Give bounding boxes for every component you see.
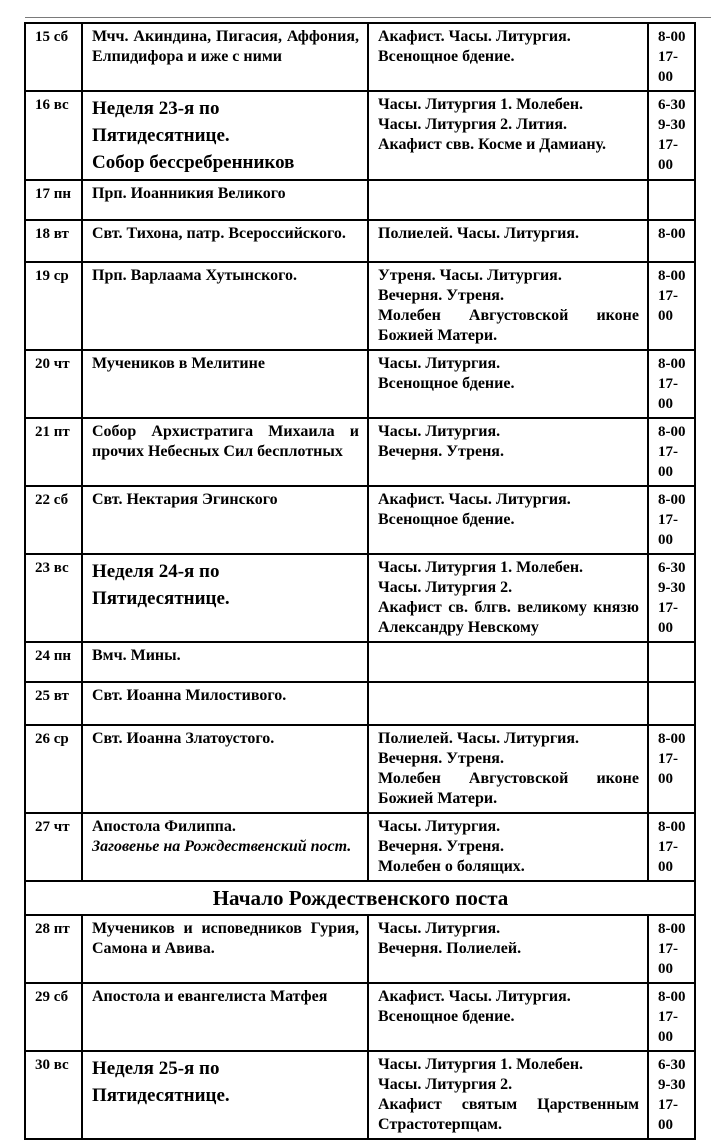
service-line: Полиелей. Часы. Литургия.	[378, 730, 579, 747]
time-line: 6-30	[658, 560, 686, 576]
service-line: Вечерня. Утреня.	[378, 443, 504, 460]
feast-cell	[82, 725, 368, 813]
time-line: 8-00	[658, 492, 686, 508]
service-line: Александру Невскому	[378, 619, 539, 636]
date-cell: 30 вс	[25, 1051, 82, 1139]
times-cell	[648, 418, 695, 486]
service-line: Часы. Литургия 2.	[378, 579, 513, 596]
feast-line: Свт. Нектария Эгинского	[92, 491, 278, 508]
date-cell: 28 пт	[25, 915, 82, 983]
service-line: Всенощное бдение.	[378, 1008, 515, 1025]
time-line: 17-00	[658, 751, 678, 787]
service-line: Полиелей. Часы. Литургия.	[378, 225, 579, 242]
section-row	[25, 881, 695, 915]
feast-cell	[82, 486, 368, 554]
feast-line: Апостола Филиппа.	[92, 818, 236, 835]
service-line: Молебен Августовской иконе	[378, 770, 639, 787]
date-cell: 24 пн	[25, 642, 82, 682]
times-cell	[648, 350, 695, 418]
feast-cell	[82, 1051, 368, 1139]
feast-line: Заговенье на Рождественский пост.	[92, 838, 352, 855]
table-row	[25, 23, 695, 91]
time-line: 17-00	[658, 1009, 678, 1045]
services-cell	[368, 813, 648, 881]
times-cell	[648, 1051, 695, 1139]
time-line: 8-00	[658, 356, 686, 372]
table-row	[25, 486, 695, 554]
service-line: Вечерня. Утреня.	[378, 750, 504, 767]
feast-line: Свт. Иоанна Милостивого.	[92, 687, 287, 704]
time-line: 17-00	[658, 1097, 678, 1133]
service-line: Вечерня. Полиелей.	[378, 940, 522, 957]
feast-line: Неделя 24-я по Пятидесятнице.	[92, 561, 230, 609]
feast-cell	[82, 23, 368, 91]
time-line: 9-30	[658, 1077, 686, 1093]
services-cell	[368, 915, 648, 983]
time-line: 9-30	[658, 580, 686, 596]
service-line: Часы. Литургия 2. Лития.	[378, 116, 568, 133]
table-row	[25, 262, 695, 350]
service-line: Вечерня. Утреня.	[378, 287, 504, 304]
times-cell	[648, 554, 695, 642]
table-row	[25, 642, 695, 682]
feast-cell	[82, 180, 368, 220]
table-row	[25, 554, 695, 642]
feast-line: Мучеников в Мелитине	[92, 355, 265, 372]
date-cell: 21 пт	[25, 418, 82, 486]
service-line: Всенощное бдение.	[378, 511, 515, 528]
service-line: Часы. Литургия 1. Молебен.	[378, 559, 584, 576]
table-row	[25, 1051, 695, 1139]
service-line: Часы. Литургия 2.	[378, 1076, 513, 1093]
feast-cell	[82, 350, 368, 418]
feast-cell	[82, 418, 368, 486]
table-row	[25, 813, 695, 881]
service-line: Часы. Литургия.	[378, 423, 501, 440]
times-cell	[648, 486, 695, 554]
service-line: Божией Матери.	[378, 327, 498, 344]
time-line: 17-00	[658, 376, 678, 412]
service-line: Всенощное бдение.	[378, 48, 515, 65]
services-cell	[368, 554, 648, 642]
table-row	[25, 725, 695, 813]
date-cell: 15 сб	[25, 23, 82, 91]
time-line: 6-30	[658, 97, 686, 113]
time-line: 17-00	[658, 839, 678, 875]
times-cell	[648, 180, 695, 220]
times-cell	[648, 915, 695, 983]
table-row	[25, 915, 695, 983]
table-row	[25, 180, 695, 220]
services-cell	[368, 1051, 648, 1139]
time-line: 8-00	[658, 989, 686, 1005]
service-line: Вечерня. Утреня.	[378, 838, 504, 855]
time-line: 17-00	[658, 49, 678, 85]
service-line: Всенощное бдение.	[378, 375, 515, 392]
times-cell	[648, 983, 695, 1051]
services-cell	[368, 486, 648, 554]
date-cell: 16 вс	[25, 91, 82, 180]
schedule-body	[25, 23, 695, 1139]
time-line: 17-00	[658, 288, 678, 324]
services-cell	[368, 983, 648, 1051]
table-row	[25, 350, 695, 418]
feast-cell	[82, 91, 368, 180]
feast-cell	[82, 220, 368, 262]
services-cell	[368, 725, 648, 813]
feast-cell	[82, 915, 368, 983]
feast-line: Свт. Тихона, патр. Всероссийского.	[92, 225, 346, 242]
date-cell: 26 ср	[25, 725, 82, 813]
service-line: Часы. Литургия 1. Молебен.	[378, 1056, 584, 1073]
times-cell	[648, 725, 695, 813]
feast-line: Мучеников и исповедников Гурия,	[92, 920, 359, 937]
time-line: 8-00	[658, 731, 686, 747]
services-cell	[368, 642, 648, 682]
feast-cell	[82, 983, 368, 1051]
time-line: 17-00	[658, 512, 678, 548]
date-cell: 19 ср	[25, 262, 82, 350]
table-row	[25, 220, 695, 262]
table-row	[25, 91, 695, 180]
service-line: Часы. Литургия 1. Молебен.	[378, 96, 584, 113]
service-line: Акафист святым Царственным	[378, 1096, 639, 1113]
times-cell	[648, 220, 695, 262]
service-line: Акафист. Часы. Литургия.	[378, 491, 571, 508]
time-line: 9-30	[658, 117, 686, 133]
table-row	[25, 418, 695, 486]
date-cell: 18 вт	[25, 220, 82, 262]
time-line: 17-00	[658, 941, 678, 977]
service-line: Акафист. Часы. Литургия.	[378, 28, 571, 45]
table-row	[25, 682, 695, 725]
feast-cell	[82, 262, 368, 350]
times-cell	[648, 91, 695, 180]
time-line: 6-30	[658, 1057, 686, 1073]
times-cell	[648, 682, 695, 725]
feast-line: Свт. Иоанна Златоустого.	[92, 730, 275, 747]
service-line: Акафист св. блгв. великому князю	[378, 599, 639, 616]
service-line: Страстотерпцам.	[378, 1116, 503, 1133]
date-cell: 25 вт	[25, 682, 82, 725]
date-cell: 22 сб	[25, 486, 82, 554]
date-cell: 17 пн	[25, 180, 82, 220]
page-top-rule	[25, 17, 711, 18]
service-line: Утреня. Часы. Литургия.	[378, 267, 562, 284]
times-cell	[648, 642, 695, 682]
feast-line: Елпидифора и иже с ними	[92, 48, 282, 65]
services-cell	[368, 418, 648, 486]
feast-line: Неделя 25-я по Пятидесятнице.	[92, 1058, 230, 1106]
services-cell	[368, 180, 648, 220]
feast-line: Вмч. Мины.	[92, 647, 181, 664]
date-cell: 23 вс	[25, 554, 82, 642]
services-cell	[368, 23, 648, 91]
time-line: 17-00	[658, 600, 678, 636]
date-cell: 27 чт	[25, 813, 82, 881]
service-line: Молебен о болящих.	[378, 858, 525, 875]
feast-cell	[82, 813, 368, 881]
service-line: Часы. Литургия.	[378, 818, 501, 835]
service-line: Акафист. Часы. Литургия.	[378, 988, 571, 1005]
times-cell	[648, 23, 695, 91]
times-cell	[648, 262, 695, 350]
feast-line: Собор бессребренников	[92, 152, 295, 173]
feast-line: прочих Небесных Сил бесплотных	[92, 443, 343, 460]
feast-line: Прп. Иоанникия Великого	[92, 185, 286, 202]
services-cell	[368, 682, 648, 725]
section-header: Начало Рождественского поста	[25, 881, 695, 915]
services-cell	[368, 91, 648, 180]
time-line: 8-00	[658, 819, 686, 835]
feast-line: Апостола и евангелиста Матфея	[92, 988, 328, 1005]
date-cell: 29 сб	[25, 983, 82, 1051]
table-row	[25, 983, 695, 1051]
times-cell	[648, 813, 695, 881]
time-line: 8-00	[658, 268, 686, 284]
feast-line: Мчч. Акиндина, Пигасия, Аффония,	[92, 28, 359, 45]
services-cell	[368, 262, 648, 350]
schedule-table	[24, 22, 696, 1140]
feast-cell	[82, 682, 368, 725]
service-line: Часы. Литургия.	[378, 355, 501, 372]
feast-line: Неделя 23-я по Пятидесятнице.	[92, 98, 230, 146]
date-cell: 20 чт	[25, 350, 82, 418]
feast-line: Собор Архистратига Михаила и	[92, 423, 359, 440]
time-line: 17-00	[658, 444, 678, 480]
time-line: 8-00	[658, 921, 686, 937]
feast-cell	[82, 642, 368, 682]
time-line: 8-00	[658, 424, 686, 440]
time-line: 17-00	[658, 137, 678, 173]
feast-line: Прп. Варлаама Хутынского.	[92, 267, 297, 284]
service-line: Божией Матери.	[378, 790, 498, 807]
service-line: Часы. Литургия.	[378, 920, 501, 937]
time-line: 8-00	[658, 29, 686, 45]
services-cell	[368, 220, 648, 262]
service-line: Акафист свв. Косме и Дамиану.	[378, 136, 607, 153]
services-cell	[368, 350, 648, 418]
service-line: Молебен Августовской иконе	[378, 307, 639, 324]
time-line: 8-00	[658, 226, 686, 242]
feast-line: Самона и Авива.	[92, 940, 215, 957]
feast-cell	[82, 554, 368, 642]
